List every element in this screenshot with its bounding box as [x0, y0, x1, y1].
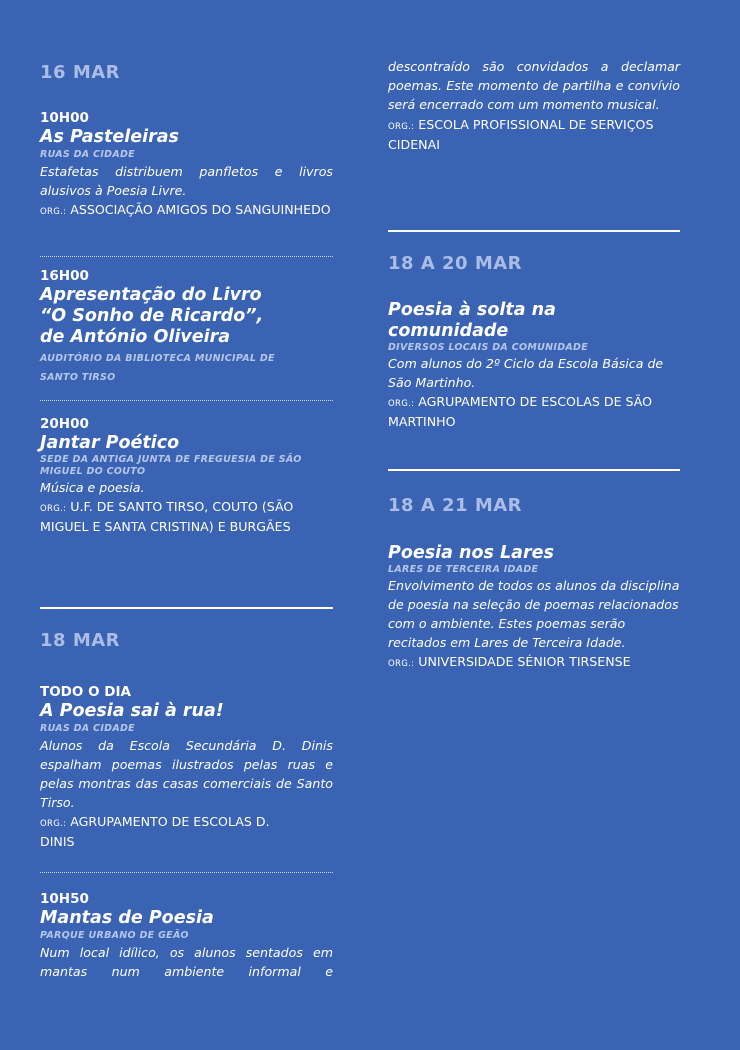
- event-location: SEDE DA ANTIGA JUNTA DE FREGUESIA DE SÃO MIGUEL DO COUTO: [40, 454, 302, 477]
- org-label: ORG.:: [40, 504, 67, 514]
- section-divider: [388, 469, 680, 471]
- event-time: 16H00: [40, 268, 89, 284]
- event-description-part-2: descontraído são convidados a declamar poemas. Este momento de partilha e convívio será encerrado com um momento musical.: [388, 59, 680, 112]
- org-label: ORG.:: [40, 207, 67, 217]
- event-title-line-3: de António Oliveira: [40, 327, 231, 347]
- date-heading-18-21-mar: 18 A 21 MAR: [388, 495, 523, 516]
- org-label: ORG.:: [388, 659, 415, 669]
- event-location: PARQUE URBANO DE GEÃO: [40, 930, 189, 941]
- event-time: 10H50: [40, 891, 89, 907]
- event-title: Poesia nos Lares: [388, 543, 554, 563]
- date-heading-18-mar: 18 MAR: [40, 630, 121, 651]
- event-organizer: [388, 393, 680, 431]
- dotted-divider: [40, 872, 333, 873]
- event-mantas-de-poesia-continued: [388, 57, 680, 154]
- date-heading-16-mar: 16 MAR: [40, 62, 121, 83]
- org-name: ESCOLA PROFISSIONAL DE SERVIÇOS CIDENAI: [388, 117, 654, 152]
- org-label: ORG.:: [388, 122, 415, 132]
- date-heading-18-20-mar: 18 A 20 MAR: [388, 253, 523, 274]
- event-as-pasteleiras: [40, 110, 333, 221]
- section-divider: [388, 230, 680, 232]
- event-mantas-de-poesia: [40, 891, 333, 981]
- event-title: Mantas de Poesia: [40, 908, 214, 928]
- event-poesia-sai-a-rua: [40, 684, 333, 851]
- event-organizer: [40, 813, 280, 851]
- event-organizer: [388, 653, 680, 673]
- event-location: RUAS DA CIDADE: [40, 723, 135, 734]
- event-organizer: [40, 498, 333, 536]
- event-title-line-1: Apresentação do Livro: [40, 285, 262, 305]
- org-name: ASSOCIAÇÃO AMIGOS DO SANGUINHEDO: [70, 202, 331, 217]
- event-title: Poesia à solta na comunidade: [388, 300, 556, 341]
- org-label: ORG.:: [388, 399, 415, 409]
- dotted-divider: [40, 400, 333, 401]
- event-time: 10H00: [40, 110, 89, 126]
- event-time: 20H00: [40, 416, 89, 432]
- event-description: Com alunos do 2º Ciclo da Escola Básica de São Martinho.: [388, 356, 664, 390]
- event-title: Jantar Poético: [40, 433, 180, 453]
- event-organizer: [40, 201, 333, 221]
- event-description: Estafetas distribuem panfletos e livros alusivos à Poesia Livre.: [40, 164, 333, 198]
- event-poesia-a-solta: [388, 300, 680, 431]
- event-time: TODO O DIA: [40, 684, 131, 700]
- event-poesia-nos-lares: [388, 543, 680, 673]
- event-description: Alunos da Escola Secundária D. Dinis espalham poemas ilustrados pelas ruas e pelas montras das casas comerciais de Santo Tirso.: [40, 738, 333, 810]
- event-description-part-1: Num local idílico, os alunos sentados em mantas num ambiente informal e: [40, 945, 333, 979]
- event-apresentacao-livro: [40, 268, 333, 387]
- event-location: LARES DE TERCEIRA IDADE: [388, 564, 539, 575]
- org-name: UNIVERSIDADE SÉNIOR TIRSENSE: [418, 654, 631, 669]
- org-name: U.F. DE SANTO TIRSO, COUTO (SÃO MIGUEL E SANTA CRISTINA) E BURGÃES: [40, 499, 294, 534]
- dotted-divider: [40, 256, 333, 257]
- section-divider: [40, 607, 333, 609]
- event-organizer: [388, 116, 680, 154]
- org-label: ORG.:: [40, 819, 67, 829]
- event-title-line-2: “O Sonho de Ricardo”,: [40, 306, 264, 326]
- org-name: AGRUPAMENTO DE ESCOLAS D. DINIS: [40, 814, 270, 849]
- event-location: RUAS DA CIDADE: [40, 149, 135, 160]
- event-location: DIVERSOS LOCAIS DA COMUNIDADE: [388, 342, 589, 353]
- event-title: As Pasteleiras: [40, 127, 179, 147]
- event-description: Música e poesia.: [40, 480, 145, 495]
- event-jantar-poetico: [40, 416, 333, 536]
- event-location: AUDITÓRIO DA BIBLIOTECA MUNICIPAL DE SANTO TIRSO: [40, 353, 275, 383]
- org-name: AGRUPAMENTO DE ESCOLAS DE SÃO MARTINHO: [388, 394, 653, 429]
- event-title: A Poesia sai à rua!: [40, 701, 224, 721]
- event-description: Envolvimento de todos os alunos da disciplina de poesia na seleção de poemas relacionados com o ambiente. Estes poemas serão recitados em Lares de Terceira Idade.: [388, 578, 680, 650]
